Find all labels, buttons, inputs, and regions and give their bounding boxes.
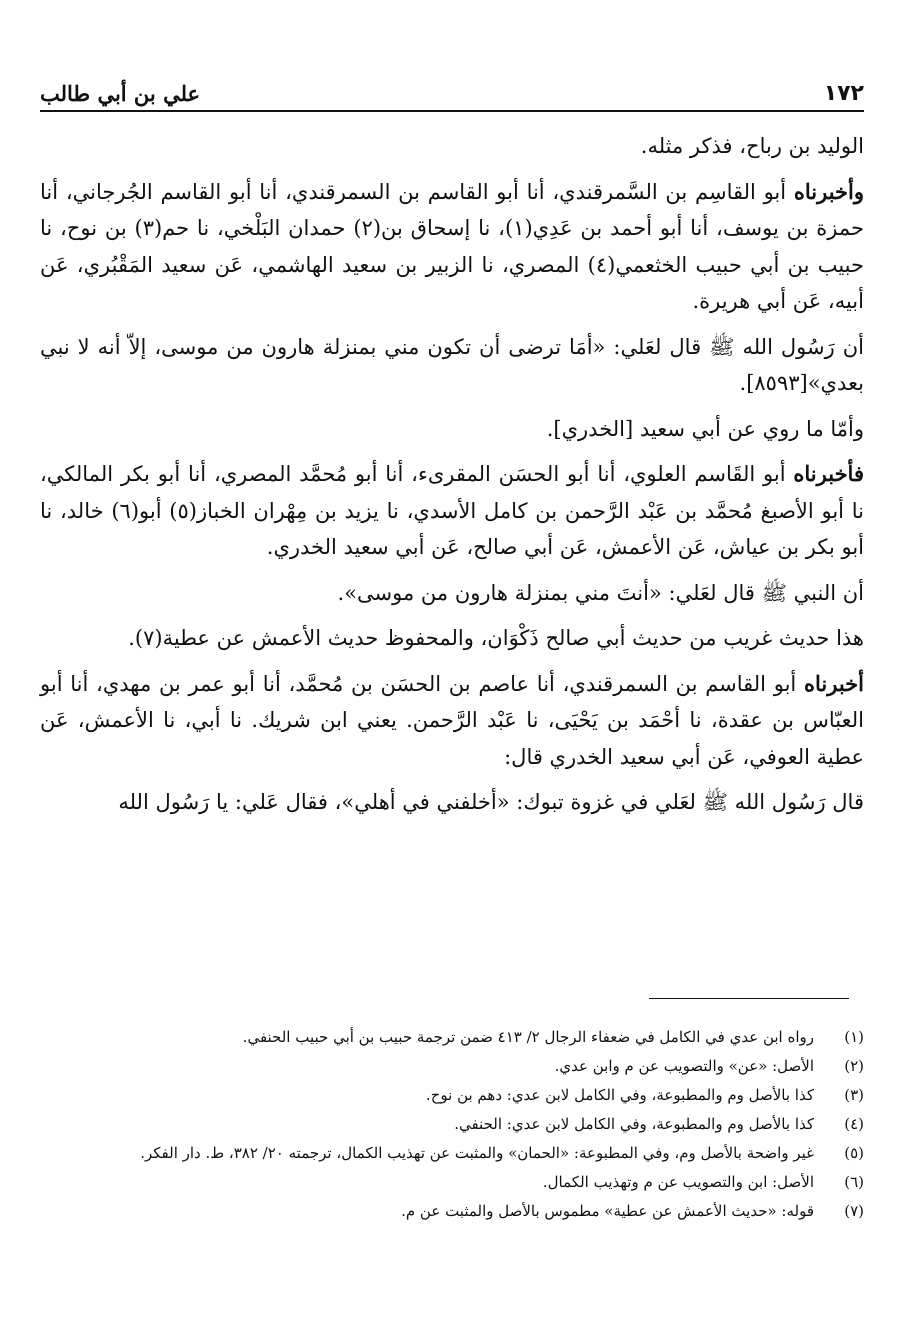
footnote-number: (٥) [844, 1144, 864, 1162]
footnotes [40, 1025, 864, 1228]
paragraph [40, 575, 864, 612]
footnote-text: غير واضحة بالأصل وم، وفي المطبوعة: «الحمان» والمثبت عن تهذيب الكمال، ترجمته ٢٠/ ٣٨٢، ط. دار الفكر. [140, 1144, 814, 1162]
paragraph [40, 456, 864, 566]
paragraph [40, 784, 864, 821]
footnote-text: الأصل: ابن والتصويب عن م وتهذيب الكمال. [542, 1173, 814, 1191]
page-number: ١٧٢ [823, 81, 864, 106]
footnote [40, 1199, 864, 1224]
footnote-number: (٦) [844, 1173, 864, 1191]
footnote-text: قوله: «حديث الأعمش عن عطية» مطموس بالأصل والمثبت عن م. [401, 1202, 814, 1220]
paragraph [40, 411, 864, 448]
footnote [40, 1025, 864, 1050]
footnote [40, 1083, 864, 1108]
footnote [40, 1112, 864, 1137]
paragraph-lead: فأخبرناه [793, 461, 864, 486]
paragraph-lead: أخبرناه [804, 670, 864, 696]
paragraph [40, 620, 864, 657]
paragraph-text: الوليد بن رباح، فذكر مثله. [640, 134, 864, 158]
page-header [40, 66, 864, 112]
paragraph-text: قال رَسُول الله ﷺ لعَلي في غزوة تبوك: «أخلفني في أهلي»، فقال عَلي: يا رَسُول الله [118, 790, 864, 814]
footnote-number: (١) [844, 1028, 864, 1046]
main-text [40, 128, 864, 830]
paragraph [40, 666, 864, 776]
footnote-text: رواه ابن عدي في الكامل في ضعفاء الرجال ٢/ ٤١٣ ضمن ترجمة حبيب بن أبي حبيب الحنفي. [242, 1028, 814, 1046]
footnote-number: (٧) [844, 1202, 864, 1220]
footnote [40, 1141, 864, 1166]
paragraph [40, 128, 864, 165]
running-title: علي بن أبي طالب [40, 81, 201, 106]
paragraph-text: أبو القاسِم بن السَّمرقندي، أنا أبو القاسم بن السمرقندي، أنا أبو القاسم الجُرجاني، أنا حمزة بن يوسف، أنا أبو أحمد بن عَدِي(١)، نا إسحاق بن(٢) حمدان البَلْخي، نا حم(٣) بن نوح، نا حبيب بن أبي حبيب الخثعمي(٤) المصري، نا الزبير بن سعيد الهاشمي، عَن سعيد المَقْبُري، عَن أبيه، عَن أبي هريرة. [40, 179, 864, 313]
footnote-separator [649, 998, 849, 999]
footnote-text: كذا بالأصل وم والمطبوعة، وفي الكامل لابن عدي: دهم بن نوح. [425, 1086, 814, 1104]
paragraph-text: أن رَسُول الله ﷺ قال لعَلي: «أمَا ترضى أن تكون مني بمنزلة هارون من موسى، إلاّ أنه لا نبي بعدي»[٨٥٩٣]. [40, 334, 864, 395]
footnote-text: الأصل: «عن» والتصويب عن م وابن عدي. [554, 1057, 814, 1075]
paragraph-text: أن النبي ﷺ قال لعَلي: «أنتَ مني بمنزلة هارون من موسى». [337, 580, 864, 605]
paragraph-text: أبو القَاسم العلوي، أنا أبو الحسَن المقرىء، أنا أبو مُحمَّد المصري، أنا أبو بكر المالكي، نا أبو الأصبغ مُحمَّد بن عَبْد الرَّحمن بن كامل الأسدي، نا يزيد بن مِهْران الخباز(٥) أبو(٦) خالد، نا أبو بكر بن عياش، عَن الأعمش، عَن أبي صالح، عَن أبي سعيد الخدري. [40, 462, 865, 559]
paragraph [40, 329, 864, 402]
footnote [40, 1054, 864, 1079]
paragraph-text: أبو القاسم بن السمرقندي، أنا عاصم بن الحسَن بن مُحمَّد، أنا أبو عمر بن مهدي، أنا أبو العبّاس بن عقدة، نا أحْمَد بن يَحْيَى، نا عَبْد الرَّحمن. يعني ابن شريك. نا أبي، نا الأعمش، عَن عطية العوفي، عَن أبي سعيد الخدري قال: [40, 671, 864, 769]
footnote [40, 1170, 864, 1195]
paragraph-text: هذا حديث غريب من حديث أبي صالح ذَكْوَان، والمحفوظ حديث الأعمش عن عطية(٧). [128, 626, 864, 650]
footnote-number: (٢) [844, 1057, 864, 1075]
footnote-text: كذا بالأصل وم والمطبوعة، وفي الكامل لابن عدي: الحنفي. [454, 1115, 814, 1133]
paragraph-lead: وأخبرناه [793, 178, 864, 204]
paragraph [40, 174, 864, 320]
paragraph-text: وأمّا ما روي عن أبي سعيد [الخدري]. [546, 416, 864, 441]
footnote-number: (٣) [844, 1086, 864, 1104]
footnote-number: (٤) [844, 1115, 864, 1133]
